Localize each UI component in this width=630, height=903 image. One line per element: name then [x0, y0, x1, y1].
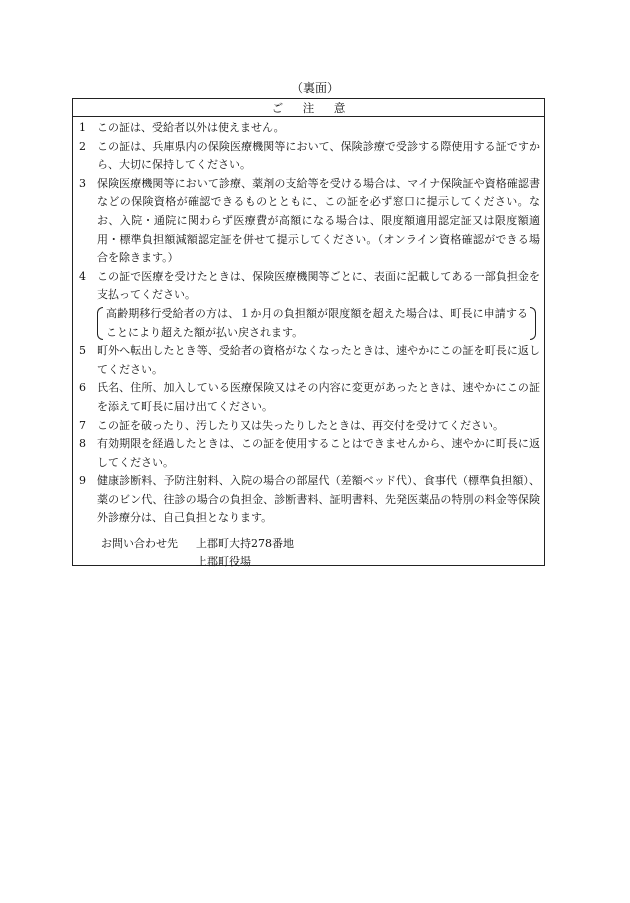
contact-address: 上郡町大持278番地 [196, 537, 294, 550]
contact-office: 上郡町役場 [196, 555, 251, 568]
item-text: この証を破ったり、汚したり又は失ったりしたときは、再交付を受けてください。 [97, 418, 504, 432]
item-text: この証は、兵庫県内の保険医療機関等において、保険診療で受診する際使用する証ですから、大切に保持してください。 [97, 139, 540, 172]
notice-item-9 [79, 472, 540, 528]
notice-heading: ご 注 意 [271, 101, 354, 115]
item-text: 保険医療機関等において診療、薬剤の支給等を受ける場合は、マイナ保険証や資格確認書などの保険資格が確認できるものとともに、この証を必ず窓口に提示してください。なお、入院・通院に関わらず医療費が高額になる場合は、限度額適用認定証又は限度額適用・標準負担額減額認定証を併せて提示してください。（オンライン資格確認ができる場合を除きます。） [97, 176, 540, 265]
item-number: 2 [79, 139, 86, 153]
item-number: 3 [79, 176, 86, 190]
item-number: 5 [79, 344, 86, 358]
notice-item-2 [79, 138, 540, 175]
notice-item-7 [79, 417, 540, 436]
notice-item-1 [79, 119, 540, 138]
notice-item-5 [79, 342, 540, 379]
notice-item-8 [79, 435, 540, 472]
notice-item-6 [79, 379, 540, 416]
notice-item-list [73, 117, 544, 528]
item-number: 1 [79, 121, 86, 134]
back-side-label: （裏面） [290, 81, 339, 95]
notice-item-4 [79, 268, 540, 305]
contact-label: お問い合わせ先 [101, 537, 178, 550]
contact-block [101, 535, 294, 571]
item-text: この証で医療を受けたときは、保険医療機関等ごとに、表面に記載してある一部負担金を支払ってください。 [97, 269, 540, 302]
elderly-refund-note: 高齢期移行受給者の方は、１か月の負担額が限度額を超えた場合は、町長に申請することにより超えた額が払い戻されます。 [97, 305, 536, 342]
item-text: 氏名、住所、加入している医療保険又はその内容に変更があったときは、速やかにこの証を添えて町長に届け出てください。 [97, 381, 540, 413]
item-text: 健康診断料、予防注射料、入院の場合の部屋代（差額ベッド代）、食事代（標準負担額）、薬のビン代、往診の場合の負担金、診断書料、証明書料、先発医薬品の特別の料金等保険外診療分は、自己負担となります。 [97, 474, 540, 525]
item-number: 7 [79, 418, 86, 432]
contact-details [196, 535, 294, 571]
item-number: 8 [79, 437, 86, 451]
item-number: 6 [79, 381, 86, 395]
item-number: 4 [79, 269, 86, 283]
notice-frame [72, 98, 545, 566]
item-text: この証は、受給者以外は使えません。 [97, 121, 285, 134]
item-text: 有効期限を経過したときは、この証を使用することはできませんから、速やかに町長に返してください。 [97, 437, 540, 469]
notice-item-3 [79, 175, 540, 268]
item-number: 9 [79, 474, 86, 488]
item-text: 町外へ転出したとき等、受給者の資格がなくなったときは、速やかにこの証を町長に返してください。 [97, 344, 540, 376]
